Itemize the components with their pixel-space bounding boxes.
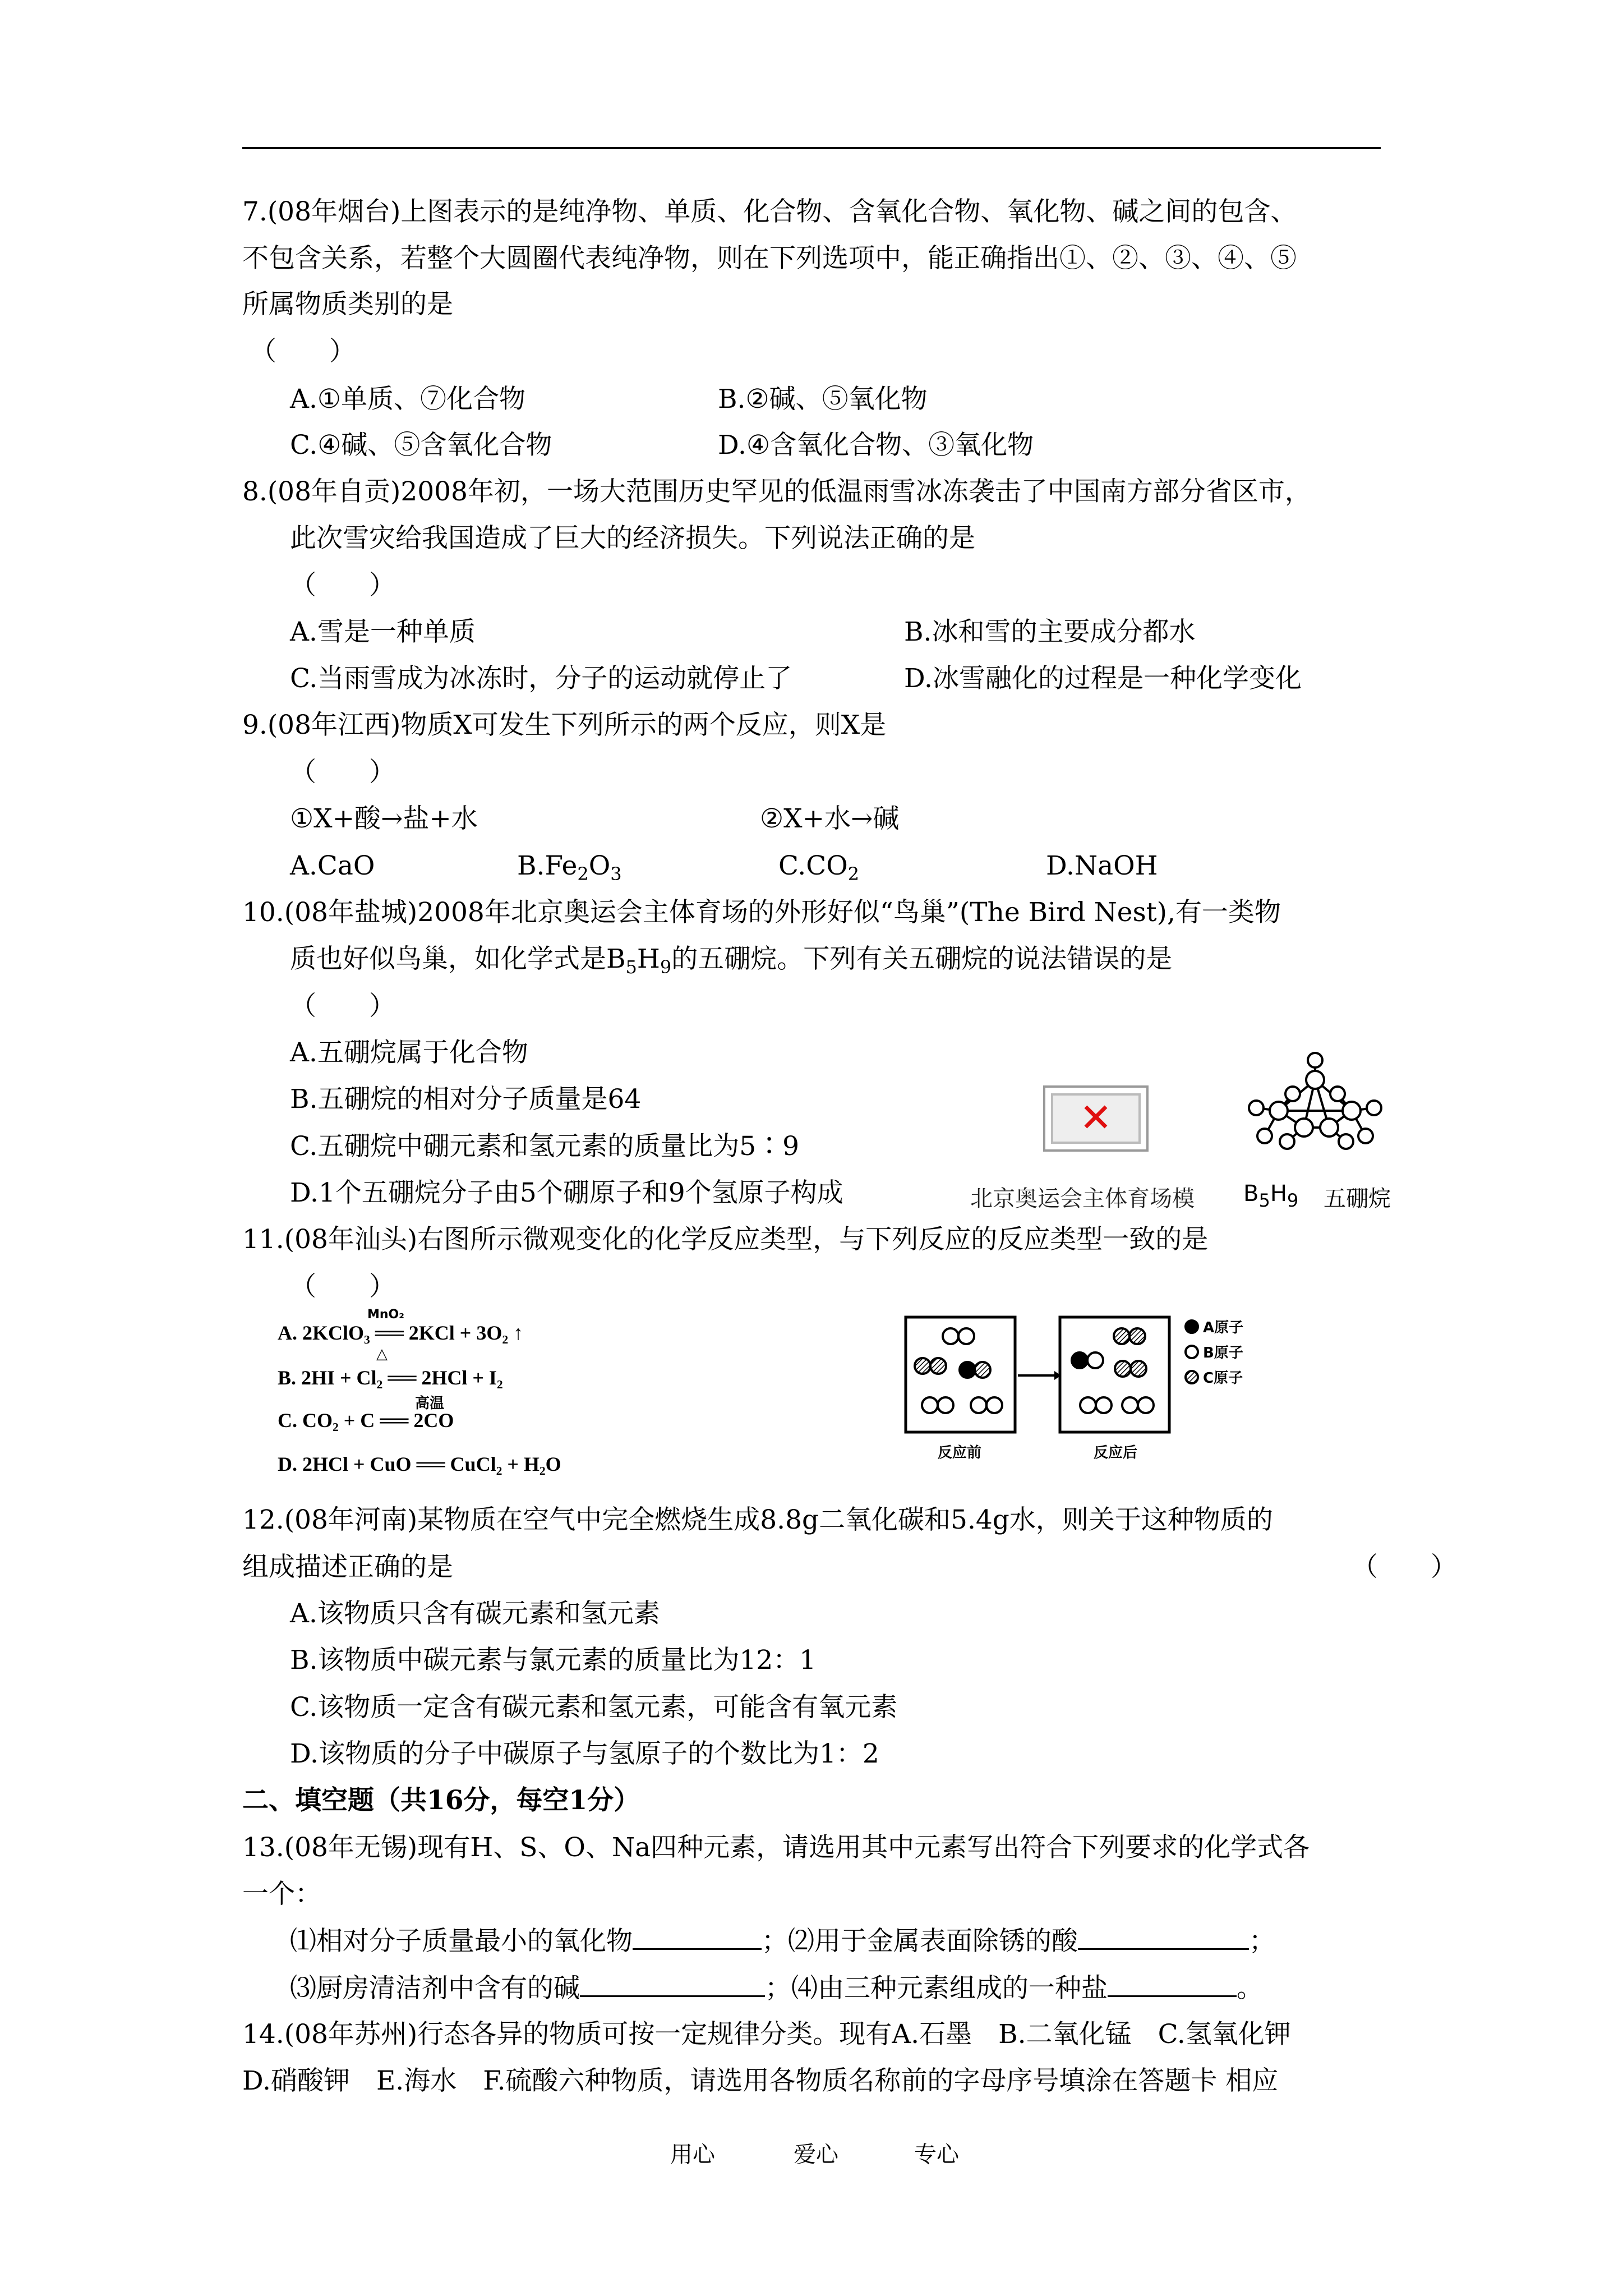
q10-line2-post: 的五硼烷。下列有关五硼烷的说法错误的是: [671, 944, 1173, 974]
q7-option-d: D.④含氧化合物、③氧化物: [718, 430, 1034, 461]
q11-line1: 11.(08年汕头)右图所示微观变化的化学反应类型，与下列反应的反应类型一致的是: [242, 1224, 1209, 1255]
stadium-caption: 北京奥运会主体育场模: [970, 1186, 1195, 1212]
q10-paren: （ ）: [290, 991, 395, 1022]
q13-row1: [290, 1924, 1275, 1959]
answer-blank-3[interactable]: [580, 1971, 765, 1997]
q8-paren: （ ）: [290, 570, 395, 601]
q8-option-b: B.冰和雪的主要成分都水: [904, 616, 1196, 647]
q8-option-c: C.当雨雪成为冰冻时，分子的运动就停止了: [290, 663, 792, 694]
q9-option-b: [517, 849, 622, 884]
q11-option-a: A. 2KClO₃ ══ 2KCl + 3O₂ ↑: [278, 1322, 524, 1344]
b5h9-caption-pre: B: [1243, 1181, 1259, 1207]
q9-option-a: A.CaO: [290, 850, 375, 881]
b5h9-caption: [1243, 1181, 1299, 1211]
b5h9-caption-mid: H: [1270, 1181, 1287, 1207]
q10-line2-pre: 质也好似鸟巢，如化学式是B: [290, 944, 626, 974]
q13-part4: ；⑷由三种元素组成的一种盐: [765, 1973, 1108, 2004]
q14-line1: 14.(08年苏州)行态各异的物质可按一定规律分类。现有A.石墨 B.二氧化锰 C.氢氧化钾: [242, 2019, 1291, 2050]
q9-paren: （ ）: [290, 757, 395, 788]
q12-option-c: C.该物质一定含有碳元素和氢元素，可能含有氧元素: [290, 1692, 898, 1723]
q12-paren: （ ）: [1352, 1552, 1457, 1582]
q10-option-a: A.五硼烷属于化合物: [290, 1037, 528, 1068]
q10-line2: [290, 942, 1172, 977]
q8-option-a: A.雪是一种单质: [290, 616, 476, 647]
q10-line2-mid: H: [637, 944, 660, 974]
heat-symbol: △: [376, 1346, 388, 1363]
q13-part2-end: ；: [1249, 1926, 1275, 1957]
q7-option-a: A.①单质、⑦化合物: [290, 384, 526, 415]
q12-option-d: D.该物质的分子中碳原子与氢原子的个数比为1：2: [290, 1738, 879, 1769]
q13-part1: ⑴相对分子质量最小的氧化物: [290, 1926, 633, 1957]
q11-option-b: B. 2HI + Cl₂ ══ 2HCl + I₂: [278, 1366, 503, 1389]
before-label: 反应前: [938, 1444, 982, 1461]
answer-blank-2[interactable]: [1078, 1924, 1249, 1950]
pentaborane-caption: 五硼烷: [1324, 1186, 1391, 1212]
q7-line3: 所属物质类别的是: [242, 289, 453, 320]
q9-reaction-2: ②X+水→碱: [760, 803, 900, 834]
q10-line1: 10.(08年盐城)2008年北京奥运会主体育场的外形好似“鸟巢”(The Bird Nest),有一类物: [242, 897, 1281, 928]
q11-paren: （ ）: [290, 1271, 395, 1302]
footer-item-1: 用心: [670, 2142, 715, 2168]
q9-option-d: D.NaOH: [1046, 850, 1158, 881]
q12-line2: 组成描述正确的是: [242, 1552, 453, 1582]
reaction-particle-diagram: [897, 1307, 1279, 1475]
subscript: 9: [1287, 1190, 1299, 1211]
b5h9-molecule-diagram: [1225, 1043, 1405, 1195]
answer-blank-4[interactable]: [1108, 1971, 1237, 1997]
q10-option-d: D.1个五硼烷分子由5个硼原子和9个氢原子构成: [290, 1177, 843, 1208]
subscript: 3: [610, 863, 622, 885]
q7-paren: （ ）: [250, 336, 356, 367]
q12-option-a: A.该物质只含有碳元素和氢元素: [290, 1598, 660, 1629]
q11-option-c: C. CO₂ + C ══ 2CO: [278, 1409, 454, 1432]
q7-option-c: C.④碱、⑤含氧化合物: [290, 430, 552, 461]
q10-option-c: C.五硼烷中硼元素和氢元素的质量比为5∶9: [290, 1131, 800, 1162]
q9-option-c-pre: C.CO: [778, 850, 848, 881]
q11-option-d: D. 2HCl + CuO ══ CuCl₂ + H₂O: [278, 1453, 561, 1475]
subscript: 5: [625, 956, 637, 978]
q7-line1: 7.(08年烟台)上图表示的是纯净物、单质、化合物、含氧化合物、氧化物、碱之间的包含、: [242, 196, 1297, 227]
q8-option-d: D.冰雪融化的过程是一种化学变化: [904, 663, 1302, 694]
q14-line2: D.硝酸钾 E.海水 F.硫酸六种物质，请选用各物质名称前的字母序号填涂在答题卡 相应: [242, 2065, 1279, 2096]
footer-item-3: 专心: [914, 2142, 959, 2168]
q8-line1: 8.(08年自贡)2008年初，一场大范围历史罕见的低温雨雪冰冻袭击了中国南方部分省区市，: [242, 476, 1311, 507]
q7-line2: 不包含关系，若整个大圆圈代表纯净物，则在下列选项中，能正确指出①、②、③、④、⑤: [242, 243, 1297, 274]
catalyst-label: MnO₂: [367, 1308, 404, 1322]
q12-line1: 12.(08年河南)某物质在空气中完全燃烧生成8.8g二氧化碳和5.4g水，则关于这种物质的: [242, 1504, 1273, 1535]
subscript: 5: [1258, 1190, 1270, 1211]
q13-line1: 13.(08年无锡)现有H、S、O、Na四种元素，请选用其中元素写出符合下列要求的化学式各: [242, 1832, 1310, 1863]
legend-b-atom: B原子: [1203, 1345, 1243, 1361]
section-heading: 二、填空题（共16分，每空1分）: [242, 1785, 640, 1816]
q9-reaction-1: ①X+酸→盐+水: [290, 803, 478, 834]
high-temp-label: 高温: [415, 1395, 445, 1412]
subscript: 2: [847, 863, 860, 885]
footer-item-2: 爱心: [794, 2142, 838, 2168]
q8-line2: 此次雪灾给我国造成了巨大的经济损失。下列说法正确的是: [290, 523, 975, 554]
q12-option-b: B.该物质中碳元素与氯元素的质量比为12：1: [290, 1645, 817, 1676]
legend-a-atom: A原子: [1203, 1319, 1244, 1336]
answer-blank-1[interactable]: [633, 1924, 762, 1950]
q13-part2: ；⑵用于金属表面除锈的酸: [762, 1926, 1078, 1957]
q11-equations: [278, 1307, 693, 1481]
q13-line2: 一个：: [242, 1879, 321, 1910]
header-rule: [242, 147, 1381, 149]
q13-part4-end: 。: [1237, 1973, 1263, 2004]
q13-part3: ⑶厨房清洁剂中含有的碱: [290, 1973, 580, 2004]
q9-option-c: [778, 849, 859, 884]
broken-image-icon: ✕: [1043, 1085, 1149, 1152]
q7-option-b: B.②碱、⑤氧化物: [718, 384, 928, 415]
q10-option-b: B.五硼烷的相对分子质量是64: [290, 1084, 642, 1115]
subscript: 9: [660, 956, 672, 978]
q9-option-b-pre: B.Fe: [517, 850, 578, 881]
after-label: 反应后: [1094, 1444, 1138, 1461]
subscript: 2: [577, 863, 589, 885]
legend-c-atom: C原子: [1203, 1370, 1243, 1387]
q9-option-b-mid: O: [588, 850, 611, 881]
q13-row2: [290, 1971, 1263, 2006]
q9-line1: 9.(08年江西)物质X可发生下列所示的两个反应，则X是: [242, 710, 887, 740]
